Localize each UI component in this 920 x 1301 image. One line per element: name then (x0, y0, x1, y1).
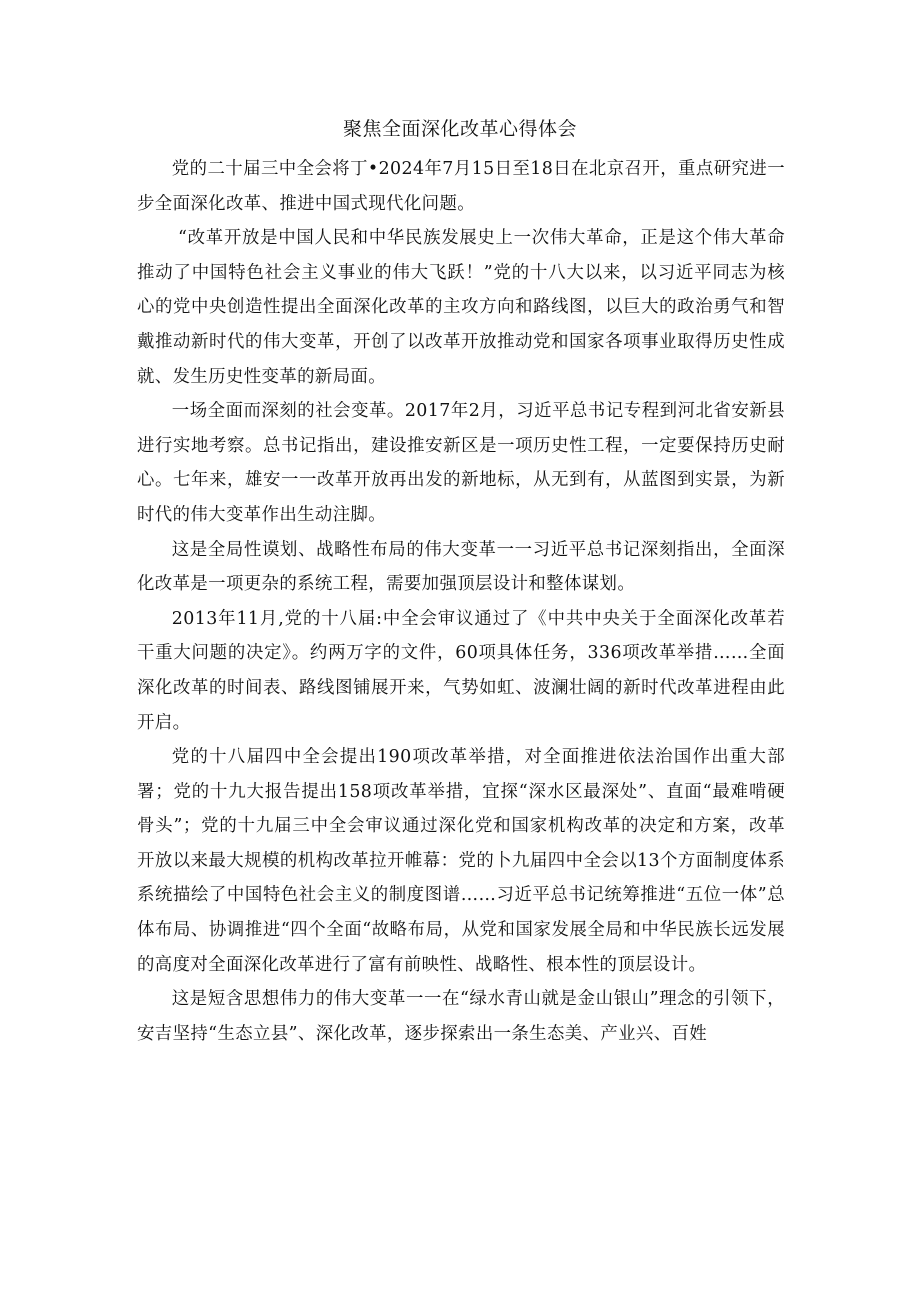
paragraph-4: 这是全局性谟划、战略性布局的伟大变革一一习近平总书记深刻指出，全面深化改革是一项更杂的系统工程，需要加强顶层设计和整体谋划。 (137, 539, 785, 595)
document-title: 聚焦全面深化改革心得体会 (342, 118, 577, 140)
paragraph-1: 党的二十届三中全会将丁•2024年7月15日至18日在北京召开，重点研究进一步全面深化改革、推进中国式现代化问题。 (137, 159, 785, 214)
paragraph-7: 这是短含思想伟力的伟大变革一一在“绿水青山就是金山银山”理念的引领下，安吉坚持“生态立县”、深化改革，逐步探索出一条生态美、产业兴、百姓 (137, 989, 785, 1044)
paragraph-3: 一场全面而深刻的社会变革。2017年2月，习近平总书记专程到河北省安新县进行实地考察。总书记指出，建设推安新区是一项历史性工程，一定要保持历史耐心。七年来，雄安一一改革开放再出发的新地标，从无到有，从蓝图到实景，为新时代的伟大变革作出生动注脚。 (137, 401, 785, 525)
document-body (137, 152, 785, 1051)
paragraph-5: 2013年11月,党的十八届:中全会审议通过了《中共中央关于全面深化改革若干重大问题的决定》。约两万字的文件，60项具体任务，336项改革举措……全面深化改革的时间表、路线图铺展开来，气势如虹、波澜壮阔的新时代改革进程由此开启。 (137, 608, 785, 733)
paragraph-2: “改革开放是中国人民和中华民族发展史上一次伟大革命，正是这个伟大革命推动了中国特色社会主义事业的伟大飞跃！”党的十八大以来，以习近平同志为核心的党中央创造性提出全面深化改革的主攻方向和路线图，以巨大的政治勇气和智戴推动新时代的伟大变革，开创了以改革开放推动党和国家各项事业取得历史性成就、发生历史性变革的新局面。 (137, 228, 785, 387)
paragraph-6: 党的十八届四中全会提出190项改革举措，对全面推进依法治国作出重大部署；党的十九大报告提出158项改革举措，宜探“深水区最深处”、直面“最难啃硬骨头”；党的十九届三中全会审议通过深化党和国家机构改革的决定和方案，改革开放以来最大规模的机构改革拉开帷幕：党的卜九届四中全会以13个方面制度体系系统描绘了中国特色社会主义的制度图谱……习近平总书记统筹推进“五位一体”总体布局、协调推进“四个全面“故略布局，从党和国家发展全局和中华民族长远发展的高度对全面深化改革进行了富有前映性、战略性、根本性的顶层设计。 (137, 747, 785, 975)
